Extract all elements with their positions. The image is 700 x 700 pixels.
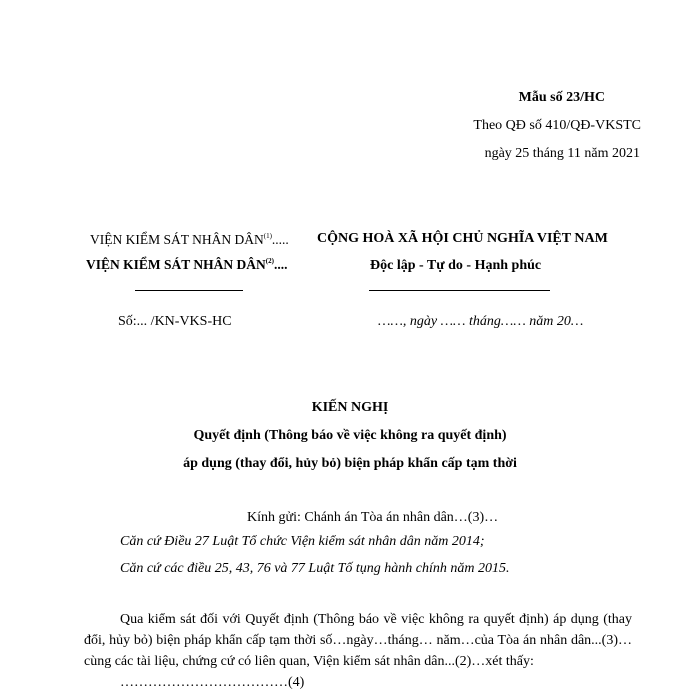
decision-date: ngày 25 tháng 11 năm 2021 xyxy=(484,146,640,161)
legal-basis-2: Căn cứ các điều 25, 43, 76 và 77 Luật Tố tụng hành chính năm 2015. xyxy=(120,561,510,576)
title-subject-line-2: áp dụng (thay đổi, hủy bỏ) biện pháp khẩn cấp tạm thời xyxy=(183,456,517,471)
recipient-line: Kính gửi: Chánh án Tòa án nhân dân…(3)… xyxy=(247,510,499,525)
agency-line-2-text: VIỆN KIỂM SÁT NHÂN DÂN xyxy=(86,257,266,272)
document-title: KIẾN NGHỊ xyxy=(311,400,389,415)
agency-line-2 xyxy=(86,257,287,273)
legal-basis-1: Căn cứ Điều 27 Luật Tổ chức Viện kiểm sát nhân dân năm 2014; xyxy=(120,534,485,549)
agency-line-1 xyxy=(90,232,289,248)
title-subject-line-1: Quyết định (Thông báo về việc không ra quyết định) xyxy=(193,428,507,443)
left-header-rule xyxy=(135,290,243,291)
right-header-rule xyxy=(369,290,550,291)
body-paragraph: Qua kiểm sát đối với Quyết định (Thông báo về việc không ra quyết định) áp dụng (thay đổi, hủy bỏ) biện pháp khẩn cấp tạm thời số…ngày…tháng… năm…của Tòa án nhân dân...(3)… cùng các tài liệu, chứng cứ có liên quan, Viện kiểm sát nhân dân...(2)…xét thấy: xyxy=(84,612,632,669)
place-and-date: ……, ngày …… tháng…… năm 20… xyxy=(378,314,584,329)
finding-line: ………………………………(4) xyxy=(120,675,305,690)
agency-line-1-text: VIỆN KIỂM SÁT NHÂN DÂN xyxy=(90,232,264,247)
agency-line-1-dots: ..... xyxy=(271,232,289,247)
agency-line-2-note: (2) xyxy=(265,257,274,265)
document-number: Số:... /KN-VKS-HC xyxy=(118,314,232,329)
agency-line-2-dots: .... xyxy=(273,257,288,272)
form-number: Mẫu số 23/HC xyxy=(518,90,605,105)
national-motto: Độc lập - Tự do - Hạnh phúc xyxy=(370,258,542,273)
decision-reference: Theo QĐ số 410/QĐ-VKSTC xyxy=(473,118,641,133)
country-name: CỘNG HOÀ XÃ HỘI CHỦ NGHĨA VIỆT NAM xyxy=(317,231,608,246)
agency-line-1-note: (1) xyxy=(263,232,272,240)
